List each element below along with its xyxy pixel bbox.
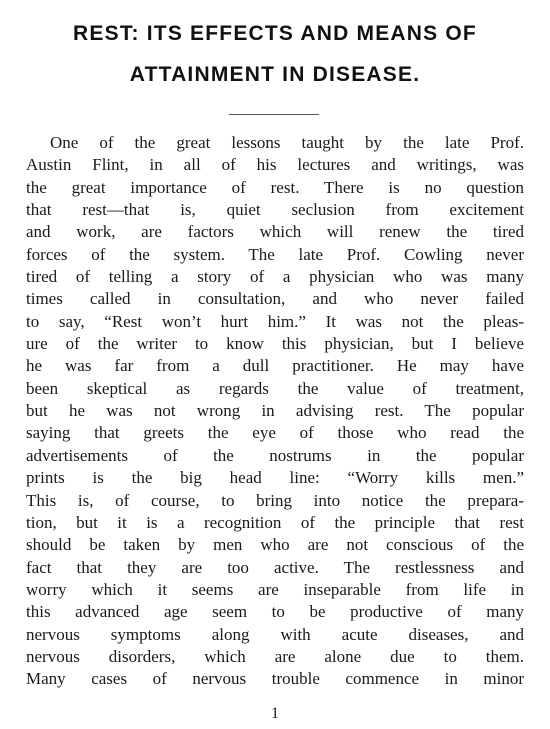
body-line: worry which it seems are inseparable from life in	[26, 579, 524, 599]
body-line: Many cases of nervous trouble commence in minor	[26, 669, 524, 689]
body-line: saying that greets the eye of those who read the	[26, 423, 524, 443]
body-line: tired of telling a story of a physician who was many	[26, 267, 524, 287]
body-line: prints is the big head line: “Worry kills men.”	[26, 468, 524, 488]
body-line: Austin Flint, in all of his lectures and writings, was	[26, 155, 524, 175]
body-line: he was far from a dull practitioner. He may have	[26, 356, 524, 376]
body-line: nervous symptoms along with acute diseases, and	[26, 624, 524, 644]
body-line: been skeptical as regards the value of treatment,	[26, 378, 524, 398]
body-line: times called in consultation, and who never failed	[26, 289, 524, 309]
body-line: to say, “Rest won’t hurt him.” It was not the pleas-	[26, 311, 524, 331]
body-line: This is, of course, to bring into notice the prepara-	[26, 490, 524, 510]
title-divider	[229, 114, 319, 115]
body-line: fact that they are too active. The restlessness and	[26, 557, 524, 577]
article-title-line-2: ATTAINMENT IN DISEASE.	[129, 63, 421, 86]
body-line: ure of the writer to know this physician, but I believe	[26, 334, 524, 354]
body-line: forces of the system. The late Prof. Cowling never	[26, 244, 524, 264]
body-line: advertisements of the nostrums in the popular	[26, 445, 524, 465]
article-body	[26, 132, 524, 691]
body-line: the great importance of rest. There is no question	[26, 177, 524, 197]
article-title-line-1: REST: ITS EFFECTS AND MEANS OF	[73, 22, 477, 45]
body-line: but he was not wrong in advising rest. The popular	[26, 401, 524, 421]
page-number: 1	[271, 705, 279, 722]
body-line: One of the great lessons taught by the late Prof.	[50, 133, 524, 152]
body-line: nervous disorders, which are alone due to them.	[26, 646, 524, 666]
body-line: tion, but it is a recognition of the principle that rest	[26, 512, 524, 532]
body-line: that rest—that is, quiet seclusion from excitement	[26, 200, 524, 220]
body-line: this advanced age seem to be productive of many	[26, 602, 524, 622]
body-line: should be taken by men who are not conscious of the	[26, 535, 524, 555]
body-line: and work, are factors which will renew the tired	[26, 222, 524, 242]
